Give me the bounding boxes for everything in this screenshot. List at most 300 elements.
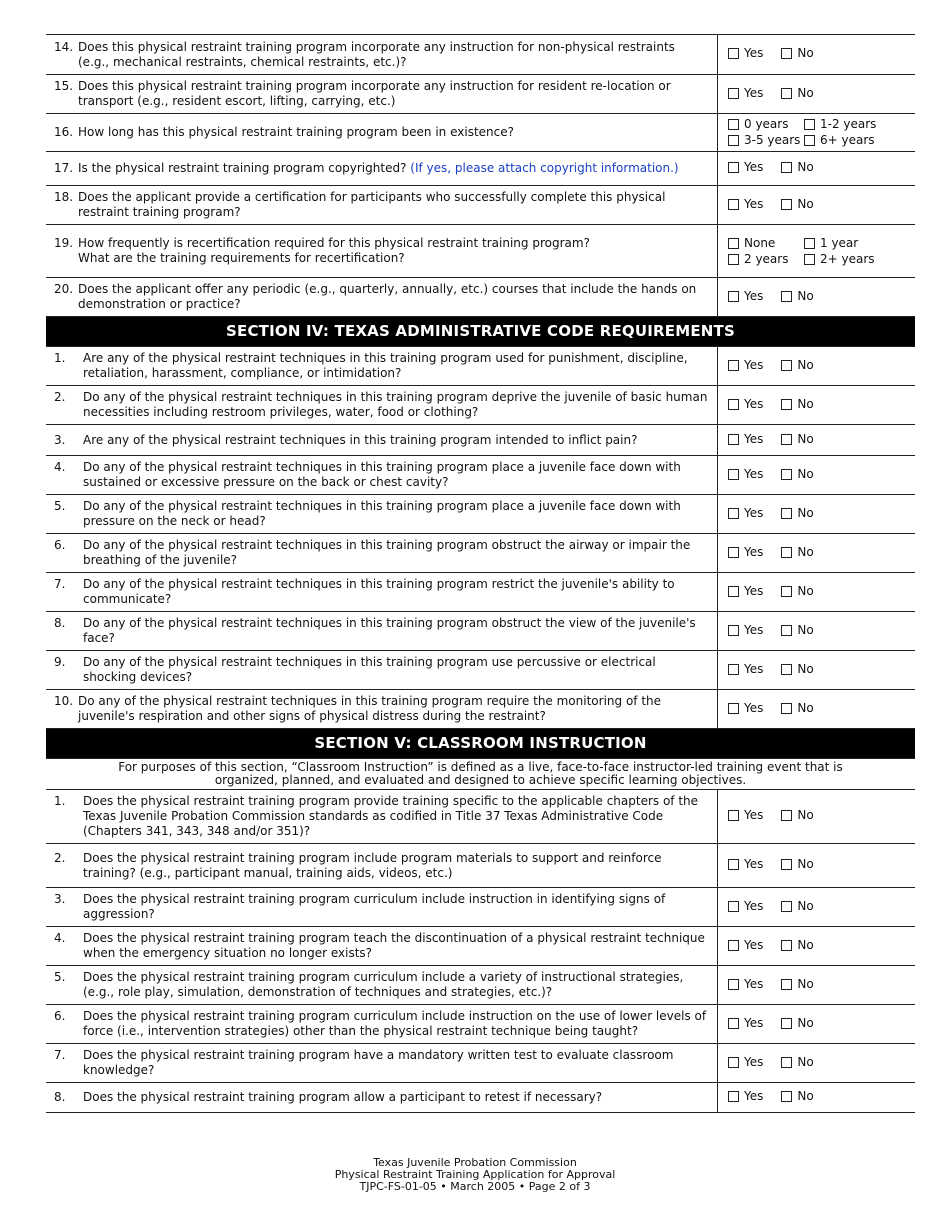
question-cell — [46, 225, 718, 278]
yes-option[interactable] — [728, 46, 763, 61]
section-5-intro-row — [46, 759, 915, 790]
yes-option[interactable] — [728, 808, 763, 823]
question-text-content: Do any of the physical restraint techniques in this training program obstruct the view of the juvenile's face? — [83, 616, 696, 645]
question-text — [54, 794, 709, 839]
question-number: 4. — [54, 931, 66, 945]
checkbox-icon[interactable] — [728, 625, 739, 636]
checkbox-icon[interactable] — [781, 979, 792, 990]
yes-label: Yes — [744, 196, 764, 211]
question-cell — [46, 152, 718, 186]
question-text — [54, 79, 709, 109]
checkbox-icon[interactable] — [781, 586, 792, 597]
no-label: No — [797, 976, 814, 991]
question-text — [54, 970, 709, 1000]
yes-label: Yes — [744, 466, 764, 481]
question-cell — [46, 573, 718, 612]
yes-option[interactable] — [728, 938, 763, 953]
application-form-table — [46, 34, 915, 1113]
checkbox-icon[interactable] — [804, 135, 815, 146]
checkbox-icon[interactable] — [781, 810, 792, 821]
checkbox-icon[interactable] — [781, 508, 792, 519]
no-option[interactable] — [781, 1089, 813, 1104]
question-number: 2. — [54, 390, 66, 404]
checkbox-icon[interactable] — [781, 1057, 792, 1068]
checkbox-icon[interactable] — [728, 48, 739, 59]
checkbox-icon[interactable] — [781, 703, 792, 714]
no-option[interactable] — [781, 808, 813, 823]
question-text — [54, 351, 709, 381]
question-row — [46, 844, 915, 888]
question-line-2: What are the training requirements for recertification? — [78, 251, 405, 265]
checkbox-icon[interactable] — [781, 88, 792, 99]
question-row — [46, 534, 915, 573]
checkbox-icon[interactable] — [728, 162, 739, 173]
no-label: No — [797, 583, 814, 598]
checkbox-icon[interactable] — [781, 399, 792, 410]
question-text — [54, 1090, 709, 1105]
recert-2-label: 2 years — [744, 251, 789, 266]
checkbox-icon[interactable] — [781, 291, 792, 302]
yes-option[interactable] — [728, 197, 763, 212]
yes-label: Yes — [744, 1089, 764, 1103]
question-number: 10. — [54, 694, 74, 708]
no-option[interactable] — [781, 197, 813, 212]
question-row — [46, 225, 915, 278]
question-cell — [46, 612, 718, 651]
question-text — [54, 538, 709, 568]
question-row — [46, 1083, 915, 1113]
question-text — [54, 282, 709, 312]
checkbox-icon[interactable] — [728, 859, 739, 870]
question-number: 14. — [54, 39, 74, 54]
checkbox-icon[interactable] — [728, 703, 739, 714]
yes-option[interactable] — [728, 584, 763, 599]
yes-option[interactable] — [728, 289, 763, 304]
question-number: 1. — [54, 794, 66, 808]
question-text — [54, 499, 709, 529]
question-text-content: Does the physical restraint training program curriculum include instruction on the use of lower levels of force (i.e., intervention strategies) other than the physical restraint technique being taught? — [83, 1009, 707, 1038]
question-line-1: How frequently is recertification required for this physical restraint training program? — [78, 236, 590, 250]
question-number: 20. — [54, 282, 74, 296]
checkbox-icon[interactable] — [728, 135, 739, 146]
no-label: No — [797, 160, 814, 174]
yes-option[interactable] — [728, 397, 763, 412]
no-label: No — [797, 431, 814, 446]
yes-label: Yes — [744, 85, 764, 100]
checkbox-icon[interactable] — [781, 162, 792, 173]
checkbox-icon[interactable] — [781, 901, 792, 912]
question-text-content: Does this physical restraint training program incorporate any instruction for resident re-location or transport (e.g., resident escort, lifting, carrying, etc.) — [78, 79, 671, 108]
yes-option[interactable] — [728, 701, 763, 716]
no-option[interactable] — [781, 160, 813, 175]
checkbox-icon[interactable] — [781, 199, 792, 210]
question-cell — [46, 1005, 718, 1044]
checkbox-icon[interactable] — [781, 1018, 792, 1029]
question-text-content: Does the physical restraint training program curriculum include a variety of instructional strategies, (e.g., role play, simulation, demonstration of techniques and strategies, etc.)? — [83, 970, 684, 999]
no-option[interactable] — [781, 46, 813, 61]
yes-option[interactable] — [728, 1089, 763, 1104]
yes-label: Yes — [744, 357, 764, 372]
answer-cell — [718, 35, 916, 75]
question-cell — [46, 456, 718, 495]
question-text — [54, 616, 709, 646]
answer-cell — [718, 278, 916, 317]
question-row — [46, 278, 915, 317]
question-text — [54, 190, 709, 220]
checkbox-icon[interactable] — [728, 940, 739, 951]
yes-label: Yes — [744, 46, 764, 60]
checkbox-icon[interactable] — [728, 291, 739, 302]
yes-label: Yes — [744, 937, 764, 952]
answer-cell — [718, 114, 916, 152]
years-0-option[interactable] — [728, 117, 804, 132]
no-option[interactable] — [781, 662, 813, 677]
question-row — [46, 573, 915, 612]
question-number: 18. — [54, 190, 74, 204]
question-row — [46, 1005, 915, 1044]
years-0-label: 0 years — [744, 117, 789, 131]
recert-3-label: 2+ years — [820, 251, 875, 266]
no-option[interactable] — [781, 857, 813, 872]
checkbox-icon[interactable] — [781, 940, 792, 951]
checkbox-icon[interactable] — [728, 508, 739, 519]
checkbox-icon[interactable] — [781, 664, 792, 675]
answer-cell — [718, 386, 916, 425]
yes-label: Yes — [744, 583, 764, 598]
question-text — [54, 460, 709, 490]
years-options — [728, 117, 915, 148]
question-text-content: Is the physical restraint training program copyrighted? — [78, 161, 407, 175]
question-number: 9. — [54, 655, 66, 669]
section-4-title: SECTION IV: TEXAS ADMINISTRATIVE CODE REQUIREMENTS — [46, 317, 915, 347]
question-text — [54, 161, 709, 176]
checkbox-icon[interactable] — [728, 547, 739, 558]
no-option[interactable] — [781, 1055, 813, 1070]
question-cell — [46, 888, 718, 927]
no-label: No — [797, 544, 814, 559]
years-1-option[interactable] — [804, 117, 884, 132]
question-cell — [46, 386, 718, 425]
question-text-content: Are any of the physical restraint techniques in this training program used for punishment, discipline, retaliation, harassment, compliance, or intimidation? — [83, 351, 688, 380]
question-text-content: Do any of the physical restraint techniques in this training program restrict the juvenile's ability to communicate? — [83, 577, 675, 606]
question-number: 15. — [54, 79, 74, 93]
no-option[interactable] — [781, 86, 813, 101]
recert-0-option[interactable] — [728, 236, 804, 251]
yes-option[interactable] — [728, 1055, 763, 1070]
question-cell — [46, 114, 718, 152]
question-text-content: Are any of the physical restraint techniques in this training program intended to inflict pain? — [83, 432, 638, 447]
no-option[interactable] — [781, 506, 813, 521]
yes-label: Yes — [744, 808, 764, 822]
section-5-header-row — [46, 729, 915, 759]
question-text-content: Does this physical restraint training program incorporate any instruction for non-physical restraints (e.g., mechanical restraints, chemical restraints, etc.)? — [78, 39, 675, 69]
years-2-option[interactable] — [728, 133, 804, 148]
yes-option[interactable] — [728, 977, 763, 992]
years-3-option[interactable] — [804, 133, 884, 148]
no-option[interactable] — [781, 701, 813, 716]
copyright-note: (If yes, please attach copyright information.) — [410, 161, 679, 175]
question-row — [46, 386, 915, 425]
question-text-content: Does the applicant provide a certification for participants who successfully complete this physical restraint training program? — [78, 190, 666, 219]
no-option[interactable] — [781, 358, 813, 373]
answer-cell — [718, 1083, 916, 1113]
question-row — [46, 186, 915, 225]
question-row — [46, 75, 915, 114]
question-cell — [46, 278, 718, 317]
checkbox-icon[interactable] — [804, 119, 815, 130]
answer-cell — [718, 495, 916, 534]
question-text — [54, 390, 709, 420]
answer-cell — [718, 790, 916, 844]
checkbox-icon[interactable] — [728, 238, 739, 249]
checkbox-icon[interactable] — [804, 254, 815, 265]
page-footer — [0, 1157, 950, 1193]
yes-label: Yes — [744, 544, 764, 559]
question-text-content: Does the physical restraint training program allow a participant to retest if necessary? — [83, 1090, 603, 1104]
question-number: 3. — [54, 892, 66, 906]
question-text-content: Does the physical restraint training program curriculum include instruction in identifying signs of aggression? — [83, 892, 666, 921]
no-option[interactable] — [781, 1016, 813, 1031]
checkbox-icon[interactable] — [781, 859, 792, 870]
no-label: No — [797, 898, 814, 913]
years-3-label: 6+ years — [820, 133, 875, 147]
checkbox-icon[interactable] — [728, 1057, 739, 1068]
question-cell — [46, 347, 718, 386]
question-cell — [46, 75, 718, 114]
no-option[interactable] — [781, 467, 813, 482]
question-cell — [46, 790, 718, 844]
checkbox-icon[interactable] — [728, 254, 739, 265]
footer-form-title: Physical Restraint Training Application for Approval — [334, 1168, 616, 1181]
yes-label: Yes — [744, 1015, 764, 1030]
recert-2-option[interactable] — [728, 252, 804, 267]
question-number: 6. — [54, 1009, 66, 1023]
no-option[interactable] — [781, 977, 813, 992]
question-text-content: Do any of the physical restraint techniques in this training program place a juvenile face down with pressure on the neck or head? — [83, 499, 681, 528]
footer-organization: Texas Juvenile Probation Commission — [373, 1156, 577, 1169]
question-cell — [46, 495, 718, 534]
checkbox-icon[interactable] — [728, 1018, 739, 1029]
checkbox-icon[interactable] — [781, 48, 792, 59]
question-number: 5. — [54, 970, 66, 984]
yes-option[interactable] — [728, 432, 763, 447]
question-text-content: Do any of the physical restraint techniques in this training program place a juvenile face down with sustained or excessive pressure on the back or chest cavity? — [83, 460, 681, 489]
answer-cell — [718, 425, 916, 456]
question-text — [54, 655, 709, 685]
no-option[interactable] — [781, 584, 813, 599]
question-number: 4. — [54, 460, 66, 474]
yes-option[interactable] — [728, 623, 763, 638]
yes-label: Yes — [744, 622, 764, 637]
checkbox-icon[interactable] — [728, 469, 739, 480]
answer-cell — [718, 612, 916, 651]
yes-option[interactable] — [728, 467, 763, 482]
question-row — [46, 1044, 915, 1083]
question-text — [54, 1048, 709, 1078]
section-4-header-row — [46, 317, 915, 347]
no-option[interactable] — [781, 289, 813, 304]
question-cell — [46, 844, 718, 888]
no-label: No — [797, 1054, 814, 1069]
answer-cell — [718, 534, 916, 573]
question-row — [46, 651, 915, 690]
no-option[interactable] — [781, 938, 813, 953]
question-text-content: Does the physical restraint training program include program materials to support and reinforce training? (e.g., participant manual, training aids, videos, etc.) — [83, 850, 662, 880]
checkbox-icon[interactable] — [728, 119, 739, 130]
no-label: No — [797, 1089, 814, 1103]
answer-cell — [718, 1044, 916, 1083]
recert-1-option[interactable] — [804, 236, 884, 251]
question-cell — [46, 534, 718, 573]
no-label: No — [797, 857, 814, 871]
no-label: No — [797, 622, 814, 637]
question-row — [46, 425, 915, 456]
question-number: 3. — [54, 432, 66, 447]
checkbox-icon[interactable] — [781, 360, 792, 371]
question-text-content: Does the physical restraint training program teach the discontinuation of a physical restraint technique when the emergency situation no longer exists? — [83, 931, 705, 960]
checkbox-icon[interactable] — [728, 586, 739, 597]
checkbox-icon[interactable] — [728, 199, 739, 210]
question-number: 1. — [54, 351, 66, 365]
question-row — [46, 612, 915, 651]
question-number: 19. — [54, 236, 74, 250]
answer-cell — [718, 844, 916, 888]
question-cell — [46, 425, 718, 456]
question-number: 16. — [54, 125, 74, 139]
question-number: 7. — [54, 1048, 66, 1062]
question-cell — [46, 651, 718, 690]
checkbox-icon[interactable] — [781, 625, 792, 636]
question-row — [46, 790, 915, 844]
question-text — [54, 236, 709, 266]
yes-option[interactable] — [728, 1016, 763, 1031]
checkbox-icon[interactable] — [781, 547, 792, 558]
checkbox-icon[interactable] — [728, 88, 739, 99]
yes-option[interactable] — [728, 545, 763, 560]
yes-option[interactable] — [728, 160, 763, 175]
answer-cell — [718, 888, 916, 927]
question-row — [46, 495, 915, 534]
question-row — [46, 966, 915, 1005]
no-label: No — [797, 505, 814, 520]
question-cell — [46, 966, 718, 1005]
no-option[interactable] — [781, 899, 813, 914]
question-row — [46, 114, 915, 152]
answer-cell — [718, 966, 916, 1005]
answer-cell — [718, 225, 916, 278]
question-text — [54, 694, 709, 724]
yes-label: Yes — [744, 505, 764, 520]
question-number: 17. — [54, 161, 74, 175]
checkbox-icon[interactable] — [728, 901, 739, 912]
question-row — [46, 456, 915, 495]
yes-label: Yes — [744, 976, 764, 991]
yes-option[interactable] — [728, 899, 763, 914]
checkbox-icon[interactable] — [781, 1091, 792, 1102]
question-row — [46, 690, 915, 729]
question-text — [54, 892, 709, 922]
checkbox-icon[interactable] — [728, 979, 739, 990]
checkbox-icon[interactable] — [781, 434, 792, 445]
question-number: 8. — [54, 616, 66, 630]
question-text-content: Do any of the physical restraint techniques in this training program use percussive or electrical shocking devices? — [83, 655, 656, 684]
recert-1-label: 1 year — [820, 235, 859, 250]
no-label: No — [797, 196, 814, 211]
answer-cell — [718, 152, 916, 186]
answer-cell — [718, 1005, 916, 1044]
answer-cell — [718, 186, 916, 225]
answer-cell — [718, 573, 916, 612]
question-row — [46, 888, 915, 927]
question-cell — [46, 1083, 718, 1113]
footer-form-id: TJPC-FS-01-05 • March 2005 • Page 2 of 3 — [359, 1180, 591, 1193]
no-option[interactable] — [781, 397, 813, 412]
yes-label: Yes — [744, 857, 764, 871]
checkbox-icon[interactable] — [781, 469, 792, 480]
no-label: No — [797, 808, 814, 822]
question-text-content: Does the physical restraint training program have a mandatory written test to evaluate classroom knowledge? — [83, 1048, 674, 1077]
no-option[interactable] — [781, 623, 813, 638]
question-text — [54, 931, 709, 961]
no-label: No — [797, 85, 814, 100]
checkbox-icon[interactable] — [728, 434, 739, 445]
question-text-content: Do any of the physical restraint techniques in this training program obstruct the airway or impair the breathing of the juvenile? — [83, 538, 691, 567]
question-row — [46, 152, 915, 186]
question-number: 8. — [54, 1090, 66, 1104]
yes-option[interactable] — [728, 857, 763, 872]
checkbox-icon[interactable] — [728, 664, 739, 675]
answer-cell — [718, 456, 916, 495]
no-label: No — [797, 937, 814, 952]
question-cell — [46, 927, 718, 966]
yes-label: Yes — [744, 431, 764, 446]
answer-cell — [718, 690, 916, 729]
yes-option[interactable] — [728, 506, 763, 521]
yes-option[interactable] — [728, 662, 763, 677]
no-label: No — [797, 661, 814, 676]
no-option[interactable] — [781, 545, 813, 560]
no-option[interactable] — [781, 432, 813, 447]
yes-label: Yes — [744, 160, 764, 174]
recert-options — [728, 236, 915, 267]
yes-option[interactable] — [728, 86, 763, 101]
checkbox-icon[interactable] — [804, 238, 815, 249]
no-label: No — [797, 466, 814, 481]
no-label: No — [797, 46, 814, 60]
no-label: No — [797, 700, 814, 715]
checkbox-icon[interactable] — [728, 810, 739, 821]
question-text-content: Do any of the physical restraint techniques in this training program deprive the juvenile of basic human necessities including restroom privileges, water, food or clothing? — [83, 390, 708, 419]
recert-0-label: None — [744, 235, 776, 250]
checkbox-icon[interactable] — [728, 1091, 739, 1102]
no-label: No — [797, 396, 814, 411]
question-text — [54, 1009, 709, 1039]
checkbox-icon[interactable] — [728, 399, 739, 410]
question-number: 7. — [54, 577, 66, 591]
question-cell — [46, 690, 718, 729]
answer-cell — [718, 651, 916, 690]
question-cell — [46, 35, 718, 75]
answer-cell — [718, 75, 916, 114]
recert-3-option[interactable] — [804, 252, 884, 267]
checkbox-icon[interactable] — [728, 360, 739, 371]
yes-option[interactable] — [728, 358, 763, 373]
question-number: 5. — [54, 499, 66, 513]
section-5-title: SECTION V: CLASSROOM INSTRUCTION — [46, 729, 915, 759]
question-text — [54, 433, 709, 448]
section-5-intro: For purposes of this section, “Classroom Instruction” is defined as a live, face-to-face instructor-led training event that is organized, planned, and evaluated and designed to achieve specific learning objectives. — [46, 759, 915, 790]
question-row — [46, 927, 915, 966]
